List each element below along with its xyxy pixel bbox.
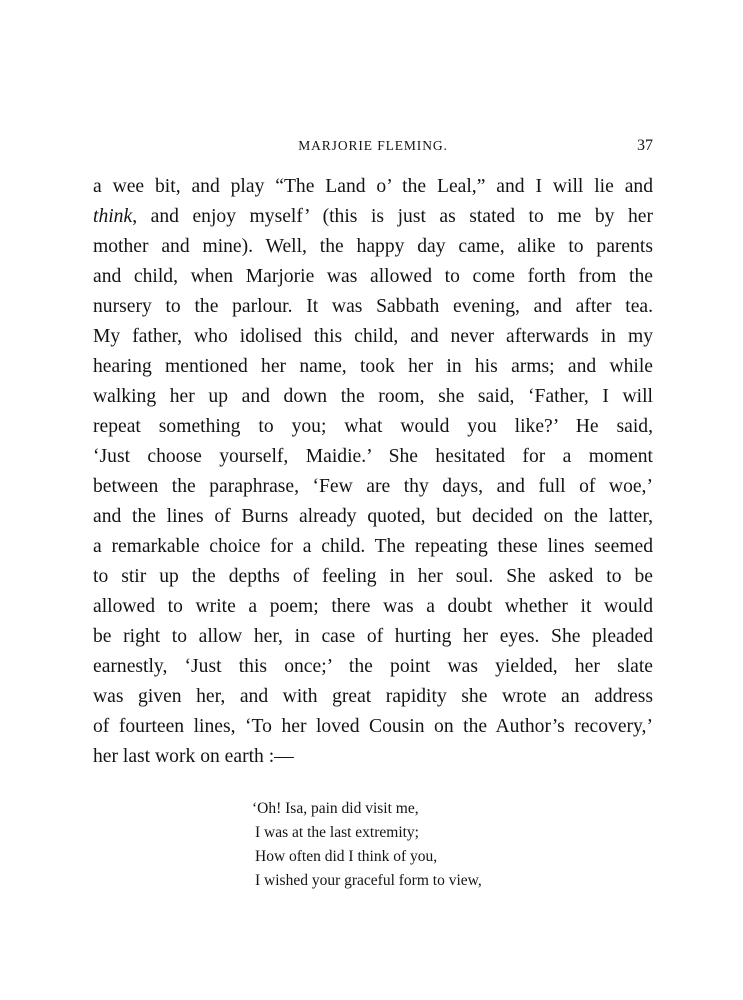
- text-line: between the paraphrase, ‘Few are thy days, and full of woe,’: [93, 476, 653, 497]
- poem-line: How often did I think of you,: [255, 848, 438, 865]
- text-line: be right to allow her, in case of hurting her eyes. She pleaded: [93, 626, 653, 647]
- text-line: mother and mine). Well, the happy day came, alike to parents: [93, 236, 653, 257]
- page-number: 37: [637, 137, 653, 154]
- poem-excerpt: [252, 797, 552, 893]
- text-line: a wee bit, and play “The Land o’ the Leal,” and I will lie and: [93, 176, 653, 197]
- text-line: nursery to the parlour. It was Sabbath evening, and after tea.: [93, 296, 653, 317]
- text-line: and child, when Marjorie was allowed to come forth from the: [93, 266, 653, 287]
- text-line: of fourteen lines, ‘To her loved Cousin on the Author’s recovery,’: [93, 716, 653, 737]
- text-line: to stir up the depths of feeling in her soul. She asked to be: [93, 566, 653, 587]
- text-line: ‘Just choose yourself, Maidie.’ She hesitated for a moment: [93, 446, 653, 467]
- poem-line: ‘Oh! Isa, pain did visit me,: [252, 800, 419, 817]
- poem-line: I wished your graceful form to view,: [255, 872, 482, 889]
- running-title: MARJORIE FLEMING.: [298, 138, 448, 153]
- text-line-rest: , and enjoy myself’ (this is just as stated to me by her: [132, 206, 653, 227]
- text-line: her last work on earth :—: [93, 746, 294, 767]
- text-line: allowed to write a poem; there was a doubt whether it would: [93, 596, 653, 617]
- poem-line: I was at the last extremity;: [255, 824, 419, 841]
- text-line: earnestly, ‘Just this once;’ the point was yielded, her slate: [93, 656, 653, 677]
- text-line: hearing mentioned her name, took her in his arms; and while: [93, 356, 653, 377]
- body-text: [93, 172, 653, 772]
- text-line: repeat something to you; what would you like?’ He said,: [93, 416, 653, 437]
- text-line: and the lines of Burns already quoted, but decided on the latter,: [93, 506, 653, 527]
- text-line: a remarkable choice for a child. The repeating these lines seemed: [93, 536, 653, 557]
- running-head: [93, 134, 653, 158]
- emphasis-text: think: [93, 206, 133, 227]
- text-line: was given her, and with great rapidity she wrote an address: [93, 686, 653, 707]
- text-line: My father, who idolised this child, and never afterwards in my: [93, 326, 653, 347]
- text-line: walking her up and down the room, she said, ‘Father, I will: [93, 386, 653, 407]
- text-line: [93, 202, 653, 232]
